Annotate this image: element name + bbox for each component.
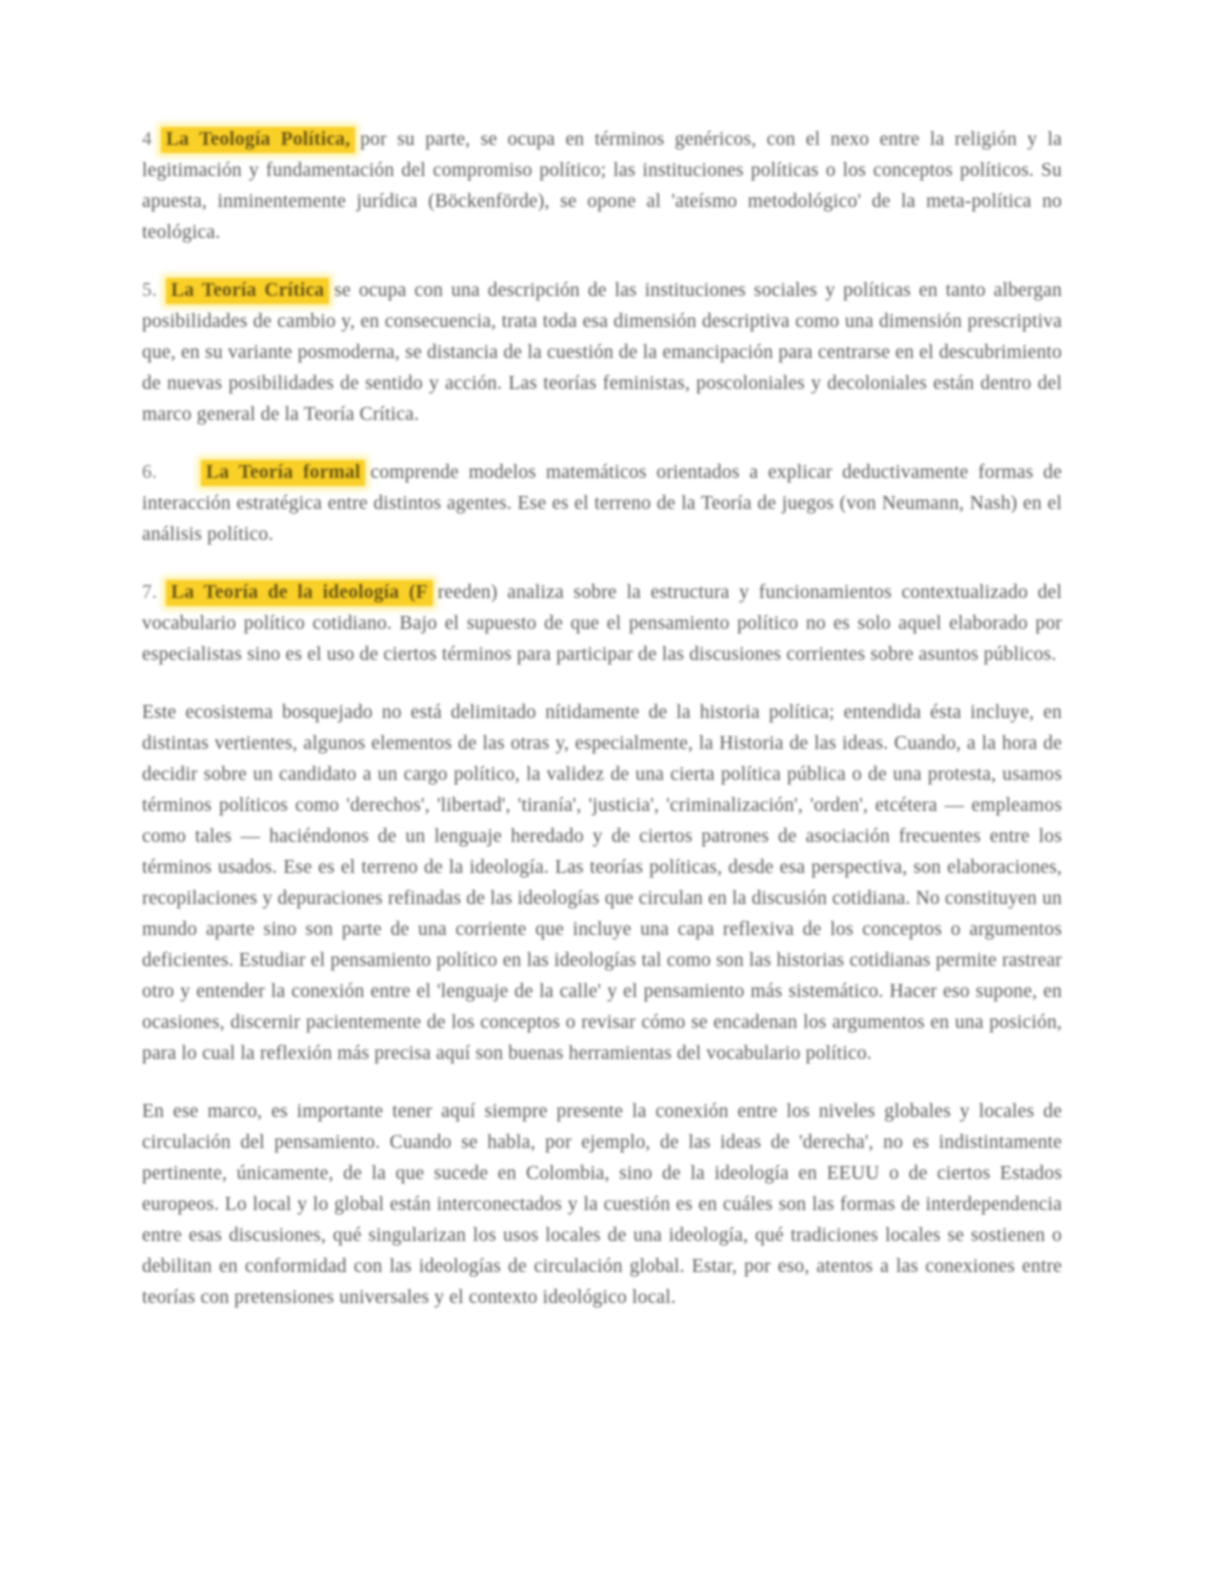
list-number: 5. [142,280,158,301]
paragraph-text: Este ecosistema bosquejado no está delimitado nítidamente de la historia política; entendida ésta incluye, en distintas vertientes, algunos elementos de las otras y, especialmente, la Historia de las ideas. Cuando, a la hora de decidir sobre un candidato a un cargo político, la validez de una cierta política pública o de una protesta, usamos términos políticos como 'derechos', 'libertad', 'tiranía', 'justicia', 'criminalización', 'orden', etcétera — empleamos como tales — haciéndonos de un lenguaje heredado y de ciertos patrones de asociación frecuentes entre los términos usados. Ese es el terreno de la ideología. Las teorías políticas, desde esa perspectiva, son elaboraciones, recopilaciones y depuraciones refinadas de las ideologías que circulan en la discusión cotidiana. No constituyen un mundo aparte sino son parte de una corriente que incluye una capa reflexiva de los conceptos o argumentos deficientes. Estudiar el pensamiento político en las ideologías tal como son las historias cotidianas permite rastrear otro y entender la conexión entre el 'lenguaje de la calle' y el pensamiento más sistemático. Hacer eso supone, en ocasiones, discernir pacientemente de los conceptos o revisar cómo se encadenan los argumentos en una posición, para lo cual la reflexión más precisa aquí son buenas herramientas del vocabulario político. [142,702,1062,1064]
text-block [142,124,1062,1340]
highlighted-term: La Teoría de la ideología (F [166,580,433,606]
paragraph [142,577,1062,670]
paragraph-text: por su parte, se ocupa en términos genéricos, con el nexo entre la religión y la legitimación y fundamentación del compromiso político; las instituciones políticas o los conceptos políticos. Su apuesta, inminentemente jurídica (Böckenförde), se opone al 'ateísmo metodológico' de la meta-política no teológica. [142,129,1063,243]
highlighted-term: La Teoría Crítica [166,278,329,304]
paragraph-text: En ese marco, es importante tener aquí siempre presente la conexión entre los niveles globales y locales de circulación del pensamiento. Cuando se habla, por ejemplo, de las ideas de 'derecha', no es indistintamente pertinente, únicamente, de la que sucede en Colombia, sino de la ideología en EEUU o de ciertos Estados europeos. Lo local y lo global están interconectados y la cuestión es en cuáles son las formas de interdependencia entre esas discusiones, qué singularizan los usos locales de una ideología, qué tradiciones locales se sostienen o debilitan en conformidad con las ideologías de circulación global. Estar, por eso, atentos a las conexiones entre teorías con pretensiones universales y el contexto ideológico local. [142,1101,1062,1308]
list-number: 6. [142,462,158,483]
paragraph [142,1096,1062,1313]
paragraph [142,124,1062,248]
highlighted-term: La Teología Política, [161,127,355,153]
list-number: 7. [142,582,158,603]
list-number: 4 [142,129,152,150]
highlighted-term: La Teoría formal [201,460,365,486]
paragraph [142,697,1062,1069]
paragraph-text: reeden) analiza sobre la estructura y funcionamientos contextualizado del vocabulario político cotidiano. Bajo el supuesto de que el pensamiento político no es solo aquel elaborado por especialistas sino es el uso de ciertos términos para participar de las discusiones corrientes sobre asuntos públicos. [142,582,1062,665]
paragraph [142,457,1062,550]
paragraph-text: comprende modelos matemáticos orientados a explicar deductivamente formas de interacción estratégica entre distintos agentes. Ese es el terreno de la Teoría de juegos (von Neumann, Nash) en el análisis político. [142,462,1062,545]
paragraph-text: se ocupa con una descripción de las instituciones sociales y políticas en tanto albergan posibilidades de cambio y, en consecuencia, trata toda esa dimensión descriptiva como una dimensión prescriptiva que, en su variante posmoderna, se distancia de la cuestión de la emancipación para centrarse en el descubrimiento de nuevas posibilidades de sentido y acción. Las teorías feministas, poscoloniales y decoloniales están dentro del marco general de la Teoría Crítica. [142,280,1062,425]
paragraph [142,275,1062,430]
